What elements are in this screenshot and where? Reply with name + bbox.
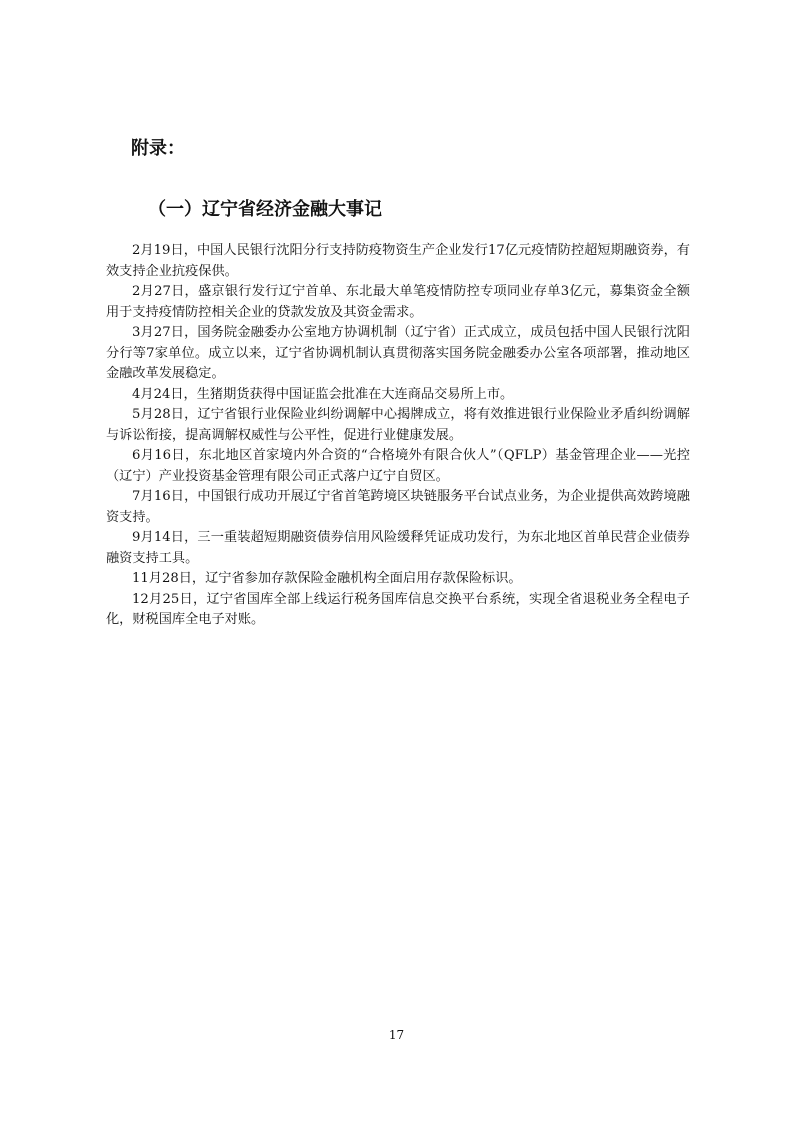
event-item: 6月16日，东北地区首家境内外合资的“合格境外有限合伙人”（QFLP）基金管理企业——光控（辽宁）产业投资基金管理有限公司正式落户辽宁自贸区。 [106,448,690,484]
event-item: 4月24日，生猪期货获得中国证监会批准在大连商品交易所上市。 [132,386,514,402]
event-item: 7月16日，中国银行成功开展辽宁省首笔跨境区块链服务平台试点业务，为企业提供高效跨境融资支持。 [106,489,690,525]
event-item: 11月28日，辽宁省参加存款保险金融机构全面启用存款保险标识。 [132,571,522,586]
page-number: 17 [388,1028,405,1042]
event-item: 5月28日，辽宁省银行业保险业纠纷调解中心揭牌成立，将有效推进银行业保险业矛盾纠纷调解与诉讼衔接，提高调解权威性与公平性，促进行业健康发展。 [106,407,690,443]
event-item: 12月25日，辽宁省国库全部上线运行税务国库信息交换平台系统，实现全省退税业务全程电子化，财税国库全电子对账。 [106,591,690,627]
event-item: 3月27日，国务院金融委办公室地方协调机制（辽宁省）正式成立，成员包括中国人民银行沈阳分行等7家单位。成立以来，辽宁省协调机制认真贯彻落实国务院金融委办公室各项部署，推动地区金融改革发展稳定。 [106,325,690,381]
event-item: 2月27日，盛京银行发行辽宁首单、东北最大单笔疫情防控专项同业存单3亿元，募集资金全额用于支持疫情防控相关企业的贷款发放及其资金需求。 [106,284,690,320]
event-list [106,241,690,631]
section-heading: （一）辽宁省经济金融大事记 [148,199,382,220]
event-item: 2月19日，中国人民银行沈阳分行支持防疫物资生产企业发行17亿元疫情防控超短期融资券，有效支持企业抗疫保供。 [106,243,690,279]
event-item: 9月14日，三一重装超短期融资债券信用风险缓释凭证成功发行，为东北地区首单民营企业债券融资支持工具。 [106,530,690,566]
appendix-heading: 附录： [131,138,185,159]
